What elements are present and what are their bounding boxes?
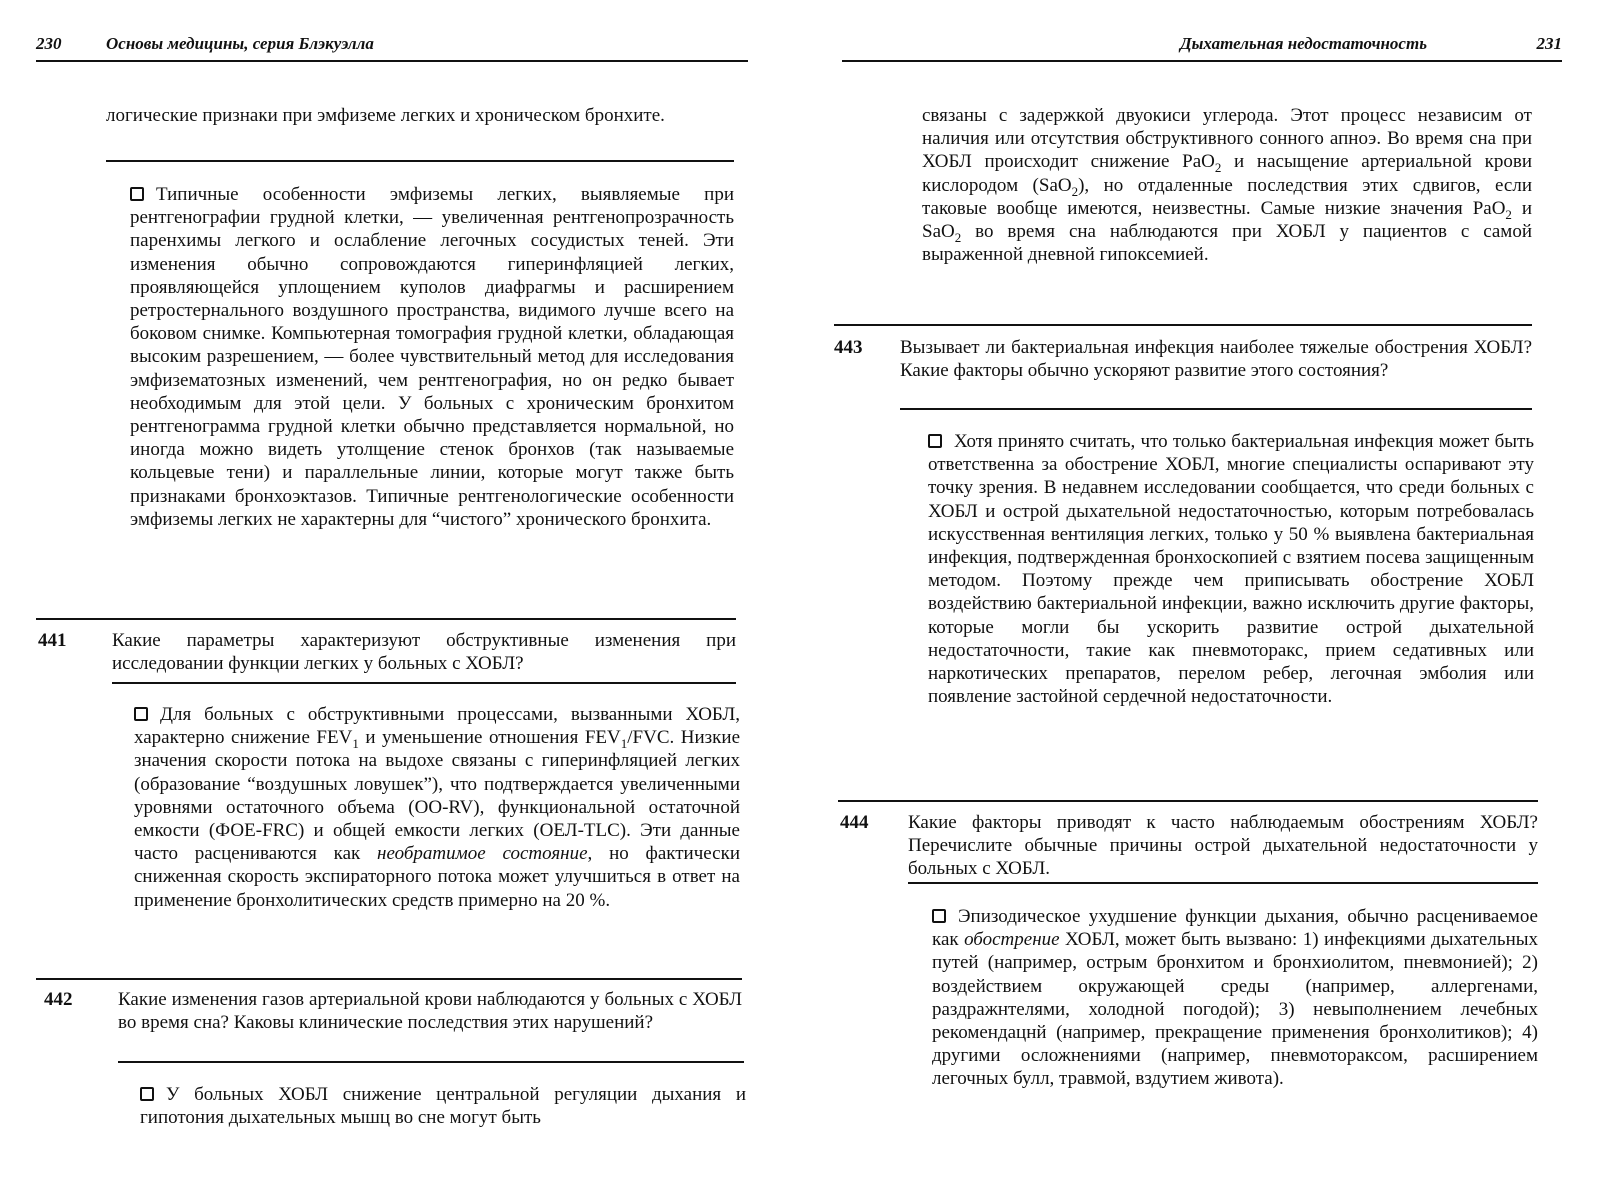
answer-441-text-2: и уменьшение отношения FEV xyxy=(358,727,621,749)
divider xyxy=(36,978,742,980)
checkbox-icon xyxy=(928,434,942,448)
subscript: 2 xyxy=(1505,206,1512,222)
divider xyxy=(112,682,736,684)
answer-442-text-4: и SaO xyxy=(922,197,1532,243)
question-443-number: 443 xyxy=(834,337,863,358)
answer-441-text-1: Для больных с обструктивными процессами, вызванными ХОБЛ, характерно снижение FEV xyxy=(134,704,740,749)
divider xyxy=(838,800,1538,802)
answer-442-text-3: ), но отдаленные последствия этих сдвигов, если таковые вообще имеются, неизвестны. Самые низкие значения PaO xyxy=(922,174,1532,219)
question-444-text: Какие факторы приводят к часто наблюдаемым обострениям ХОБЛ? Перечислите обычные причины острой дыхательной недостаточности у больных с ХОБЛ. xyxy=(908,812,1538,880)
question-441-number: 441 xyxy=(38,630,67,651)
question-442-number: 442 xyxy=(44,989,73,1010)
left-header-rule xyxy=(36,60,748,62)
divider xyxy=(36,618,736,620)
answer-443-text: Хотя принято считать, что только бактериальная инфекция может быть ответственна за обострение ХОБЛ, многие специалисты оспаривают эту точку зрения. В недавнем исследовании сообщается, что среди больных с ХОБЛ и острой дыхательной недостаточностью, которым потребовалась искусственная вентиляция легких, только у 50 % выявлена бактериальная инфекция, подтвержденная бронхоскопией с взятием посева защищенным методом. Поэтому прежде чем приписывать обострение ХОБЛ воздействию бактериальной инфекции, важно исключить другие факторы, которые могли бы ускорить развитие острой дыхательной недостаточности, такие как пневмоторакс, прием седативных или наркотических препаратов, перелом ребер, легочная эмболия или появление застойной сердечной недостаточности. xyxy=(928,431,1534,708)
divider xyxy=(834,324,1532,326)
answer-444 xyxy=(932,905,1538,1091)
right-running-title: Дыхательная недостаточность xyxy=(1180,34,1427,53)
question-442-text: Какие изменения газов артериальной крови наблюдаются у больных с ХОБЛ во время сна? Каковы клинические последствия этих нарушений? xyxy=(118,989,742,1034)
checkbox-icon xyxy=(140,1087,154,1101)
subscript: 1 xyxy=(620,736,628,751)
checkbox-icon xyxy=(134,707,148,721)
continuation-text: логические признаки при эмфиземе легких и хроническом бронхите. xyxy=(106,105,665,126)
left-page-number: 230 xyxy=(36,34,62,53)
question-443-text: Вызывает ли бактериальная инфекция наиболее тяжелые обострения ХОБЛ? Какие факторы обычно ускоряют развитие этого состояния? xyxy=(900,337,1532,382)
answer-442-text-2: и насыщение артериальной крови кислородом (SaO xyxy=(922,151,1532,196)
subscript: 2 xyxy=(1214,160,1222,176)
left-page-header xyxy=(36,34,748,58)
answer-441-text-4: , но фактически сниженная скорость экспираторного потока может улучшиться в ответ на применение бронхолитических средств примерно на 20 %. xyxy=(134,843,740,911)
checkbox-icon xyxy=(932,909,946,923)
question-444-number: 444 xyxy=(840,812,869,833)
answer-442-start-text: У больных ХОБЛ снижение центральной регуляции дыхания и гипотония дыхательных мышц во сне могут быть xyxy=(140,1084,746,1129)
left-running-title: Основы медицины, серия Блэкуэлла xyxy=(106,34,374,53)
right-page-number: 231 xyxy=(1536,34,1562,53)
answer-442-continued xyxy=(922,104,1532,266)
answer-444-text-1: Эпизодическое ухудшение функции дыхания, обычно расцениваемое как xyxy=(932,906,1538,951)
answer-442-start xyxy=(140,1083,746,1129)
divider xyxy=(106,160,734,162)
subscript: 2 xyxy=(954,229,962,245)
subscript: 1 xyxy=(352,736,359,751)
answer-444-text-2: ХОБЛ, может быть вызвано: 1) инфекциями дыхательных путей (например, острым бронхитом и бронхиолитом, пневмонией); 2) воздействием окружающей среды (например, аллергенами, раздражнтелями, холодной погодой); 3) невыполнением лечебных рекомендацнй (например, прекращение применения бронхолитиков); 4) другими осложнениями (например, пневмотораксом, расширением легочных булл, травмой, вздутием живота). xyxy=(932,929,1538,1090)
divider xyxy=(900,408,1532,410)
answer-440-text: Типичные особенности эмфиземы легких, выявляемые при рентгенографии грудной клетки, — увеличенная рентгенопрозрачность паренхимы легкого и ослабление легочных сосудистых теней. Эти изменения обычно сопровождаются гиперинфляцией легких, проявляющейся уплощением куполов диафрагмы и расширением ретростернального воздушного пространства, видимого лучше всего на боковом снимке. Компьютерная томография грудной клетки, обладающая высоким разрешением, — более чувствительный метод для исследования эмфизематозных изменений, чем рентгенография, но он редко бывает необходимым для этой цели. У больных с хроническим бронхитом рентгенограмма грудной клетки обычно представляется нормальной, но иногда можно видеть утолщение стенок бронхов (так называемые кольцевые тени) и параллельные линии, которые могут также быть признаками бронхоэктазов. Типичные рентгенологические особенности эмфиземы легких не характерны для “чистого” хронического бронхита. xyxy=(130,184,734,530)
answer-442-text-5: во время сна наблюдаются при ХОБЛ у пациентов с самой выраженной дневной гипоксемией. xyxy=(922,221,1532,266)
divider xyxy=(908,882,1538,884)
right-header-rule xyxy=(842,60,1562,62)
answer-443 xyxy=(928,430,1534,708)
right-page-header xyxy=(842,34,1562,58)
answer-440 xyxy=(130,183,734,531)
subscript: 2 xyxy=(1071,183,1079,199)
answer-442-text-1: связаны с задержкой двуокиси углерода. Этот процесс независим от наличия или отсутствия обструктивного сонного апноэ. Во время сна при ХОБЛ происходит снижение PaO xyxy=(922,105,1532,173)
answer-441-text-3: /FVC. Низкие значения скорости потока на выдохе связаны с гиперинфляцией легких (образование “воздушных ловушек”), что подтверждается увеличенными уровнями остаточного объема (ОО-RV), функциональной остаточной емкости (ФОЕ-FRC) и общей емкости легких (ОЕЛ-TLC). Эти данные часто расцениваются как xyxy=(134,727,740,865)
checkbox-icon xyxy=(130,187,144,201)
answer-441 xyxy=(134,703,740,912)
question-441-text: Какие параметры характеризуют обструктивные изменения при исследовании функции легких у больных с ХОБЛ? xyxy=(112,630,736,675)
answer-441-italic: необратимое состояние xyxy=(377,843,588,865)
answer-444-italic: обострение xyxy=(964,929,1060,951)
divider xyxy=(118,1061,744,1063)
